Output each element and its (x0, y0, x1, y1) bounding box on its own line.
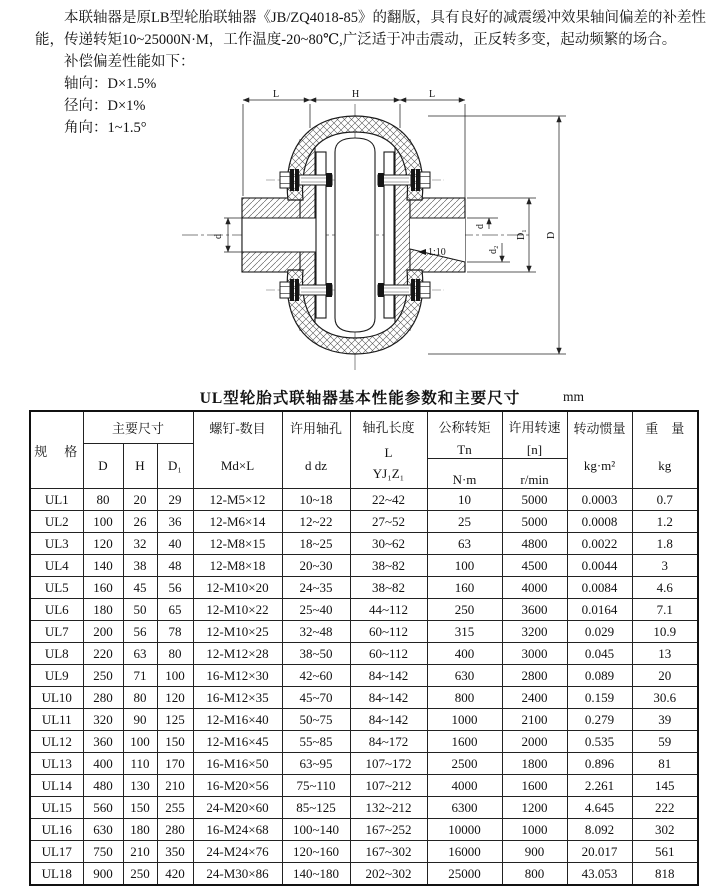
table-cell: 130 (123, 775, 157, 797)
table-cell: 3200 (502, 621, 567, 643)
table-cell: 60~112 (350, 621, 427, 643)
table-cell: 210 (123, 841, 157, 863)
table-cell: 24~35 (282, 577, 350, 599)
intro-line: 角向：1~1.5° (64, 120, 147, 136)
table-cell: 200 (83, 621, 123, 643)
table-cell: 420 (157, 863, 193, 886)
table-cell: 5000 (502, 511, 567, 533)
table-cell: 1000 (427, 709, 502, 731)
table-cell: 4.6 (632, 577, 698, 599)
table-cell: UL2 (30, 511, 83, 533)
table-cell: 43.053 (567, 863, 632, 886)
dim-label-H: H (352, 89, 360, 100)
table-cell: 40 (157, 533, 193, 555)
table-cell: 10000 (427, 819, 502, 841)
table-cell: 250 (83, 665, 123, 687)
table-cell: 75~110 (282, 775, 350, 797)
table-cell: 12-M16×45 (193, 731, 282, 753)
table-cell: 100~140 (282, 819, 350, 841)
table-cell: 20.017 (567, 841, 632, 863)
table-cell: 100 (157, 665, 193, 687)
table-cell: 10 (427, 489, 502, 511)
table-cell: 30.6 (632, 687, 698, 709)
table-cell: 45~70 (282, 687, 350, 709)
col-header-spec: 规 格 (30, 411, 83, 489)
table-cell: 6300 (427, 797, 502, 819)
table-cell: 315 (427, 621, 502, 643)
col-header-D1: D₁ (157, 444, 193, 489)
table-cell: 1000 (502, 819, 567, 841)
spec-table (29, 410, 699, 886)
table-cell: 167~302 (350, 841, 427, 863)
table-cell: UL10 (30, 687, 83, 709)
table-cell: 280 (157, 819, 193, 841)
table-cell: 20 (123, 489, 157, 511)
table-cell: UL5 (30, 577, 83, 599)
table-cell: 81 (632, 753, 698, 775)
table-cell: 7.1 (632, 599, 698, 621)
dim-label-d2: d₂ (488, 245, 499, 254)
table-row (30, 687, 698, 709)
table-title: UL型轮胎式联轴器基本性能参数和主要尺寸 (199, 390, 521, 407)
table-cell: 100 (427, 555, 502, 577)
table-row (30, 489, 698, 511)
table-cell: 12-M16×40 (193, 709, 282, 731)
table-cell: 0.7 (632, 489, 698, 511)
table-cell: 63~95 (282, 753, 350, 775)
table-cell: 220 (83, 643, 123, 665)
svg-text:1:10: 1:10 (428, 247, 446, 258)
table-cell: 132~212 (350, 797, 427, 819)
table-cell: 90 (123, 709, 157, 731)
table-cell: 2400 (502, 687, 567, 709)
table-row (30, 797, 698, 819)
table-cell: 400 (83, 753, 123, 775)
table-row (30, 643, 698, 665)
table-cell: UL8 (30, 643, 83, 665)
table-cell: 0.896 (567, 753, 632, 775)
table-cell: 55~85 (282, 731, 350, 753)
table-row (30, 555, 698, 577)
table-cell: UL15 (30, 797, 83, 819)
table-cell: 24-M24×76 (193, 841, 282, 863)
table-cell: 12-M5×12 (193, 489, 282, 511)
table-cell: 12-M10×20 (193, 577, 282, 599)
table-cell: 107~172 (350, 753, 427, 775)
table-cell: 120 (157, 687, 193, 709)
table-cell: 400 (427, 643, 502, 665)
table-cell: 65 (157, 599, 193, 621)
table-cell: 160 (83, 577, 123, 599)
intro-line: 径向：D×1% (64, 98, 146, 114)
dim-label-d-left: d (213, 234, 224, 239)
table-cell: 125 (157, 709, 193, 731)
table-cell: 0.0022 (567, 533, 632, 555)
table-cell: 800 (427, 687, 502, 709)
dimension-d-right (467, 218, 498, 229)
table-cell: 107~212 (350, 775, 427, 797)
table-cell: 36 (157, 511, 193, 533)
table-row (30, 533, 698, 555)
table-row (30, 709, 698, 731)
table-cell: 63 (123, 643, 157, 665)
table-cell: 255 (157, 797, 193, 819)
table-row (30, 819, 698, 841)
table-cell: 48 (157, 555, 193, 577)
dim-label-d-right: d (475, 224, 486, 229)
table-cell: 2100 (502, 709, 567, 731)
dim-label-D1: D₁ (516, 229, 527, 240)
table-cell: 4500 (502, 555, 567, 577)
table-cell: 0.045 (567, 643, 632, 665)
table-cell: 100 (83, 511, 123, 533)
col-header-bore: 许用轴孔 d dz (282, 411, 350, 489)
table-cell: 16000 (427, 841, 502, 863)
table-cell: 25000 (427, 863, 502, 886)
table-cell: 110 (123, 753, 157, 775)
table-cell: 24-M30×86 (193, 863, 282, 886)
col-header-screws: 螺钉-数目 Md×L (193, 411, 282, 489)
table-cell: 210 (157, 775, 193, 797)
table-cell: UL1 (30, 489, 83, 511)
table-cell: 750 (83, 841, 123, 863)
col-header-H: H (123, 444, 157, 489)
col-header-torque: 公称转矩 Tn N·m (427, 411, 502, 489)
table-cell: 222 (632, 797, 698, 819)
table-cell: 16-M12×30 (193, 665, 282, 687)
table-cell: 5000 (502, 489, 567, 511)
table-cell: UL18 (30, 863, 83, 886)
table-cell: UL14 (30, 775, 83, 797)
table-row (30, 577, 698, 599)
table-cell: 0.0084 (567, 577, 632, 599)
table-cell: 3 (632, 555, 698, 577)
intro-line: 能，传递转矩10~25000N·M，工作温度-20~80℃,广泛适于冲击震动，正反转多变，起动频繁的场合。 (35, 32, 677, 48)
table-cell: 8.092 (567, 819, 632, 841)
table-cell: 12~22 (282, 511, 350, 533)
table-cell: 120 (83, 533, 123, 555)
table-cell: 140 (83, 555, 123, 577)
right-hub (410, 198, 465, 272)
table-cell: UL16 (30, 819, 83, 841)
dim-label-D: D (546, 231, 557, 239)
table-cell: 27~52 (350, 511, 427, 533)
table-cell: 180 (123, 819, 157, 841)
coupling-cross-section-drawing (180, 88, 640, 384)
table-body (30, 489, 698, 886)
table-cell: UL4 (30, 555, 83, 577)
table-cell: 2500 (427, 753, 502, 775)
table-row (30, 841, 698, 863)
table-cell: 1200 (502, 797, 567, 819)
table-cell: 26 (123, 511, 157, 533)
col-header-weight: 重 量 kg (632, 411, 698, 489)
table-cell: 3000 (502, 643, 567, 665)
table-cell: 60~112 (350, 643, 427, 665)
table-cell: UL7 (30, 621, 83, 643)
col-header-main-dims: 主要尺寸 (83, 411, 193, 444)
table-cell: 900 (502, 841, 567, 863)
table-cell: 4800 (502, 533, 567, 555)
table-cell: 20~30 (282, 555, 350, 577)
table-cell: 0.535 (567, 731, 632, 753)
table-cell: 16-M24×68 (193, 819, 282, 841)
table-cell: 202~302 (350, 863, 427, 886)
table-row (30, 775, 698, 797)
table-cell: 12-M8×18 (193, 555, 282, 577)
table-cell: 84~172 (350, 731, 427, 753)
table-cell: 560 (83, 797, 123, 819)
table-cell: 78 (157, 621, 193, 643)
table-cell: 84~142 (350, 709, 427, 731)
table-cell: 50 (123, 599, 157, 621)
table-cell: 350 (157, 841, 193, 863)
table-cell: 167~252 (350, 819, 427, 841)
table-cell: 12-M12×28 (193, 643, 282, 665)
col-header-speed: 许用转速 [n] r/min (502, 411, 567, 489)
table-row (30, 599, 698, 621)
table-cell: UL11 (30, 709, 83, 731)
table-cell: 32~48 (282, 621, 350, 643)
table-cell: 38~82 (350, 555, 427, 577)
table-cell: UL17 (30, 841, 83, 863)
table-row (30, 621, 698, 643)
table-cell: 170 (157, 753, 193, 775)
table-cell: 0.0164 (567, 599, 632, 621)
table-cell: 56 (157, 577, 193, 599)
table-cell: 145 (632, 775, 698, 797)
table-cell: 22~42 (350, 489, 427, 511)
dim-label-L-left: L (273, 89, 280, 100)
table-cell: 24-M20×60 (193, 797, 282, 819)
table-cell: 12-M10×25 (193, 621, 282, 643)
table-cell: 25~40 (282, 599, 350, 621)
table-cell: 360 (83, 731, 123, 753)
table-cell: 0.0008 (567, 511, 632, 533)
table-cell: 0.279 (567, 709, 632, 731)
table-cell: 120~160 (282, 841, 350, 863)
table-cell: 2000 (502, 731, 567, 753)
table-row (30, 511, 698, 533)
table-cell: 0.159 (567, 687, 632, 709)
table-cell: 0.0003 (567, 489, 632, 511)
table-cell: 16-M16×50 (193, 753, 282, 775)
table-cell: 1600 (502, 775, 567, 797)
table-cell: UL12 (30, 731, 83, 753)
table-cell: 12-M10×22 (193, 599, 282, 621)
table-cell: 100 (123, 731, 157, 753)
table-cell: 4.645 (567, 797, 632, 819)
table-cell: 630 (427, 665, 502, 687)
table-unit-label: mm (563, 389, 585, 404)
table-cell: 42~60 (282, 665, 350, 687)
table-cell: 800 (502, 863, 567, 886)
table-cell: 180 (83, 599, 123, 621)
table-cell: 56 (123, 621, 157, 643)
table-cell: 80 (157, 643, 193, 665)
intro-line: 轴向：D×1.5% (64, 76, 157, 92)
dim-label-L-right: L (429, 89, 436, 100)
table-cell: UL3 (30, 533, 83, 555)
table-cell: 150 (157, 731, 193, 753)
table-cell: 38~50 (282, 643, 350, 665)
table-cell: 63 (427, 533, 502, 555)
table-cell: 818 (632, 863, 698, 886)
table-cell: 50~75 (282, 709, 350, 731)
table-cell: 84~142 (350, 687, 427, 709)
table-cell: 80 (123, 687, 157, 709)
table-cell: 12-M8×15 (193, 533, 282, 555)
col-header-inertia: 转动惯量 kg·m² (567, 411, 632, 489)
intro-line: 补偿偏差性能如下： (64, 54, 195, 70)
table-cell: 10~18 (282, 489, 350, 511)
table-cell: 250 (123, 863, 157, 886)
table-cell: 1800 (502, 753, 567, 775)
col-header-D: D (83, 444, 123, 489)
table-cell: 160 (427, 577, 502, 599)
table-cell: 0.0044 (567, 555, 632, 577)
table-cell: 16-M12×35 (193, 687, 282, 709)
intro-line: 本联轴器是原LB型轮胎联轴器《JB/ZQ4018-85》的翻版，具有良好的减震缓冲效果轴间偏差的补差性 (64, 10, 707, 26)
table-cell: 250 (427, 599, 502, 621)
table-cell: 32 (123, 533, 157, 555)
table-cell: UL9 (30, 665, 83, 687)
table-cell: 2.261 (567, 775, 632, 797)
table-cell: 480 (83, 775, 123, 797)
table-cell: 630 (83, 819, 123, 841)
table-cell: UL13 (30, 753, 83, 775)
table-row (30, 863, 698, 886)
table-cell: 4000 (502, 577, 567, 599)
table-cell: 1.8 (632, 533, 698, 555)
table-cell: 12-M6×14 (193, 511, 282, 533)
table-row (30, 731, 698, 753)
table-cell: 30~62 (350, 533, 427, 555)
table-cell: 45 (123, 577, 157, 599)
table-cell: 1.2 (632, 511, 698, 533)
table-cell: 38 (123, 555, 157, 577)
table-cell: 4000 (427, 775, 502, 797)
table-cell: 18~25 (282, 533, 350, 555)
table-cell: 2800 (502, 665, 567, 687)
table-cell: 38~82 (350, 577, 427, 599)
table-row (30, 665, 698, 687)
table-cell: 150 (123, 797, 157, 819)
table-cell: 25 (427, 511, 502, 533)
table-cell: 140~180 (282, 863, 350, 886)
table-cell: 3600 (502, 599, 567, 621)
table-row (30, 753, 698, 775)
table-cell: 80 (83, 489, 123, 511)
table-cell: 0.029 (567, 621, 632, 643)
table-cell: UL6 (30, 599, 83, 621)
table-cell: 280 (83, 687, 123, 709)
table-cell: 900 (83, 863, 123, 886)
central-sleeve (335, 138, 375, 332)
table-cell: 16-M20×56 (193, 775, 282, 797)
table-cell: 59 (632, 731, 698, 753)
col-header-bore-length: 轴孔长度 L YJ₁Z₁ (350, 411, 427, 489)
table-cell: 320 (83, 709, 123, 731)
table-cell: 85~125 (282, 797, 350, 819)
table-cell: 29 (157, 489, 193, 511)
dimension-d2 (467, 243, 510, 262)
table-cell: 13 (632, 643, 698, 665)
table-cell: 44~112 (350, 599, 427, 621)
table-cell: 0.089 (567, 665, 632, 687)
table-cell: 561 (632, 841, 698, 863)
table-cell: 302 (632, 819, 698, 841)
table-cell: 1600 (427, 731, 502, 753)
table-cell: 71 (123, 665, 157, 687)
table-cell: 10.9 (632, 621, 698, 643)
table-cell: 84~142 (350, 665, 427, 687)
table-cell: 20 (632, 665, 698, 687)
table-cell: 39 (632, 709, 698, 731)
